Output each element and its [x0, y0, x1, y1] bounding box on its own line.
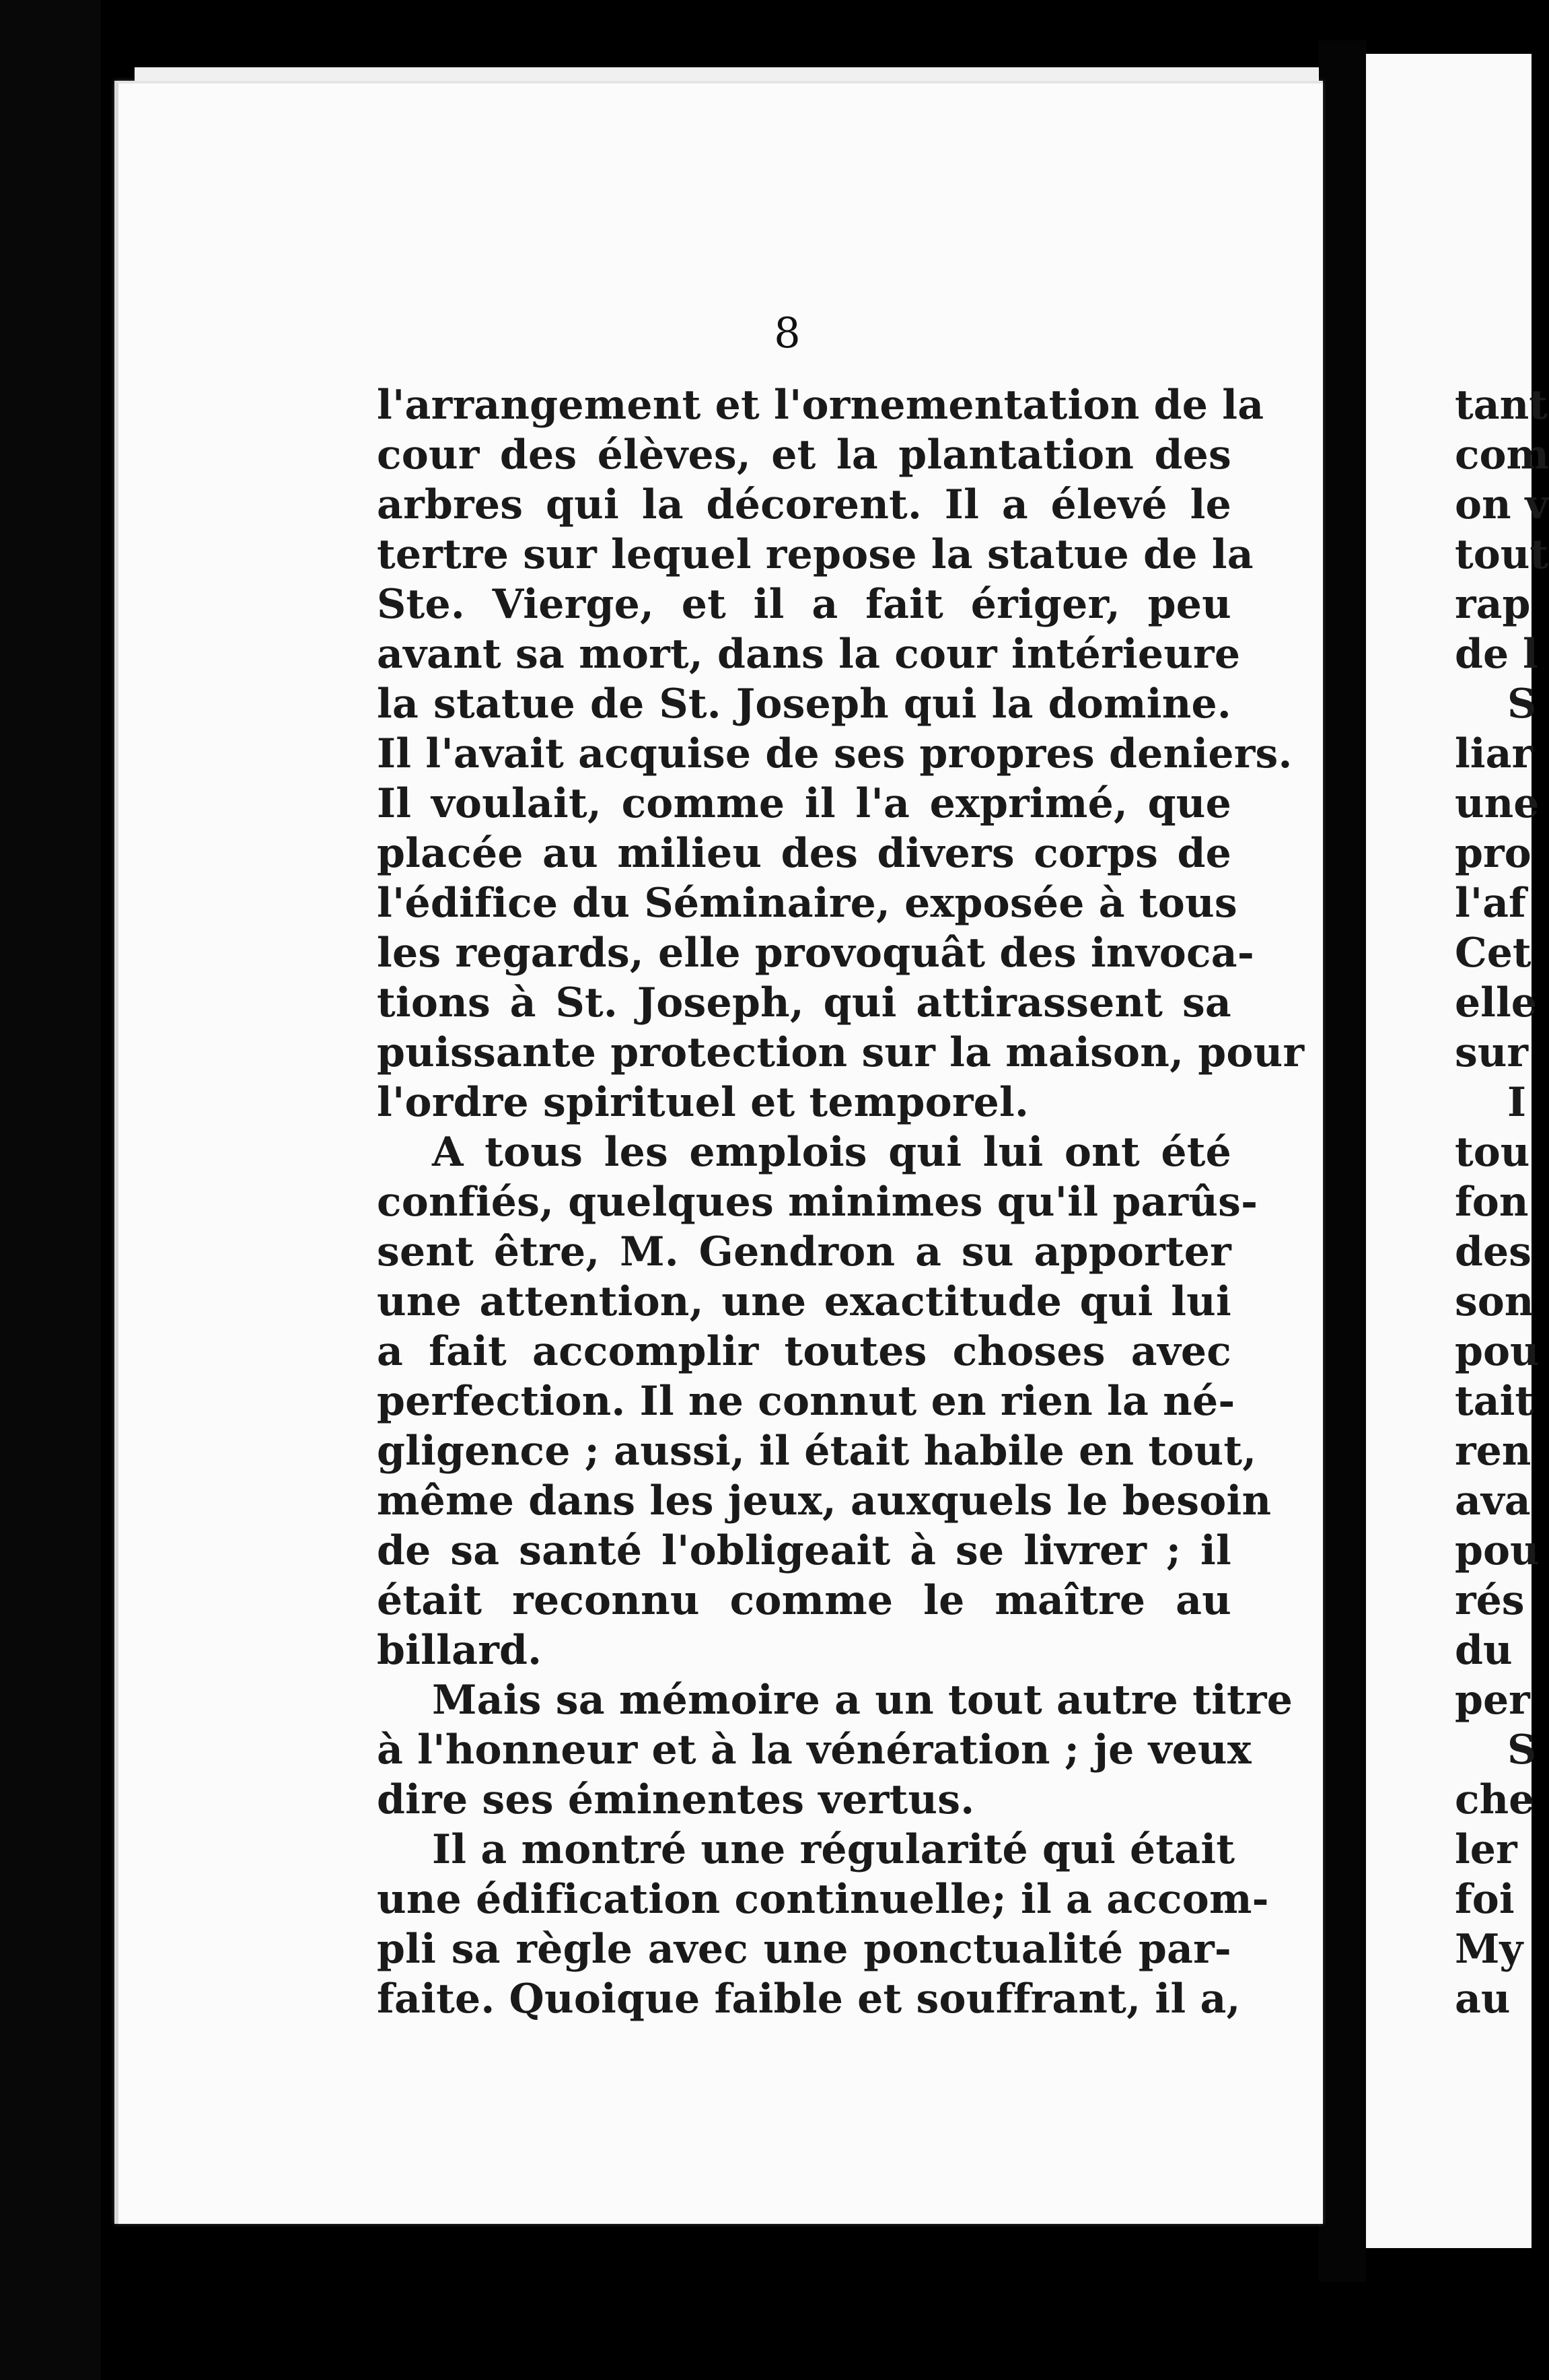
right-text-line: rés — [1455, 1577, 1525, 1624]
text-line: Ste. Vierge, et il a fait ériger, peu — [377, 581, 1231, 628]
text-line: perfection. Il ne connut en rien la né- — [377, 1378, 1235, 1425]
right-text-line: de l — [1455, 631, 1538, 678]
text-line: sent être, M. Gendron a su apporter — [377, 1228, 1231, 1275]
text-line: dire ses éminentes vertus. — [377, 1776, 975, 1823]
right-text-line: pro — [1455, 830, 1532, 877]
text-line: faite. Quoique faible et souffrant, il a, — [377, 1975, 1241, 2023]
text-line: était reconnu comme le maître au — [377, 1577, 1231, 1624]
page-number: 8 — [774, 308, 801, 357]
right-text-line: on v — [1455, 481, 1549, 528]
right-text-line: du — [1455, 1627, 1513, 1674]
text-line: confiés, quelques minimes qu'il parûs- — [377, 1179, 1258, 1226]
text-line: cour des élèves, et la plantation des — [377, 431, 1231, 479]
right-text-line: per — [1455, 1677, 1530, 1724]
right-text-line: S — [1507, 1726, 1537, 1774]
text-line: même dans les jeux, auxquels le besoin — [377, 1477, 1272, 1525]
right-text-line: une — [1455, 780, 1540, 827]
right-text-line: com — [1455, 431, 1549, 479]
text-line: pli sa règle avec une ponctualité par- — [377, 1926, 1231, 1973]
right-text-line: tait — [1455, 1378, 1534, 1425]
page-body-text — [377, 380, 1305, 2024]
right-text-line: tant — [1455, 382, 1548, 429]
text-line: Il voulait, comme il l'a exprimé, que — [377, 780, 1231, 827]
right-text-line: fon — [1455, 1179, 1529, 1226]
right-text-line: che — [1455, 1776, 1535, 1823]
right-text-line: ler — [1455, 1826, 1517, 1873]
text-line: à l'honneur et à la vénération ; je veux — [377, 1726, 1252, 1774]
right-text-line: pou — [1455, 1527, 1540, 1574]
right-text-line: My — [1455, 1926, 1523, 1973]
text-line: placée au milieu des divers corps de — [377, 830, 1231, 877]
text-line: a fait accomplir toutes choses avec — [377, 1328, 1231, 1375]
text-line: de sa santé l'obligeait à se livrer ; il — [377, 1527, 1231, 1574]
right-text-line: son — [1455, 1278, 1534, 1325]
text-line: avant sa mort, dans la cour intérieure — [377, 631, 1241, 678]
text-line: l'ordre spirituel et temporel. — [377, 1079, 1030, 1126]
right-text-line: liar — [1455, 730, 1534, 777]
right-text-line: foi — [1455, 1876, 1515, 1923]
right-text-line: l'af — [1455, 880, 1526, 927]
text-line: gligence ; aussi, il était habile en tout, — [377, 1428, 1257, 1475]
text-line: puissante protection sur la maison, pour — [377, 1029, 1305, 1076]
paragraph-start-line: A tous les emplois qui lui ont été — [432, 1129, 1231, 1176]
right-text-line: elle — [1455, 979, 1537, 1026]
text-line: l'arrangement et l'ornementation de la — [377, 382, 1264, 429]
right-text-line: ava — [1455, 1477, 1531, 1525]
book-gutter — [1319, 40, 1366, 2282]
text-line: l'édifice du Séminaire, exposée à tous — [377, 880, 1237, 927]
right-text-line: sur — [1455, 1029, 1529, 1076]
text-line: une édification continuelle; il a accom- — [377, 1876, 1269, 1923]
paragraph-start-line: Il a montré une régularité qui était — [432, 1826, 1235, 1873]
text-line: arbres qui la décorent. Il a élevé le — [377, 481, 1231, 528]
scan-background-edge — [0, 0, 101, 2380]
text-line: Il l'avait acquise de ses propres deniers. — [377, 730, 1293, 777]
right-text-line: Cet — [1455, 930, 1532, 977]
right-text-line: S — [1507, 680, 1537, 728]
right-text-line: au — [1455, 1975, 1511, 2023]
right-text-line: I — [1507, 1079, 1527, 1126]
text-line: les regards, elle provoquât des invoca- — [377, 930, 1254, 977]
text-line: une attention, une exactitude qui lui — [377, 1278, 1231, 1325]
right-text-line: rap — [1455, 581, 1531, 628]
text-line: billard. — [377, 1627, 542, 1674]
right-text-line: pou — [1455, 1328, 1540, 1375]
text-line: tertre sur lequel repose la statue de la — [377, 531, 1254, 578]
paragraph-start-line: Mais sa mémoire a un tout autre titre — [432, 1677, 1293, 1724]
right-text-line: ren — [1455, 1428, 1532, 1475]
right-text-line: des — [1455, 1228, 1532, 1275]
right-page-text-fragment — [1455, 380, 1549, 2024]
right-text-line: tout — [1455, 531, 1549, 578]
right-text-line: tou — [1455, 1129, 1530, 1176]
text-line: la statue de St. Joseph qui la domine. — [377, 680, 1231, 728]
text-line: tions à St. Joseph, qui attirassent sa — [377, 979, 1231, 1026]
